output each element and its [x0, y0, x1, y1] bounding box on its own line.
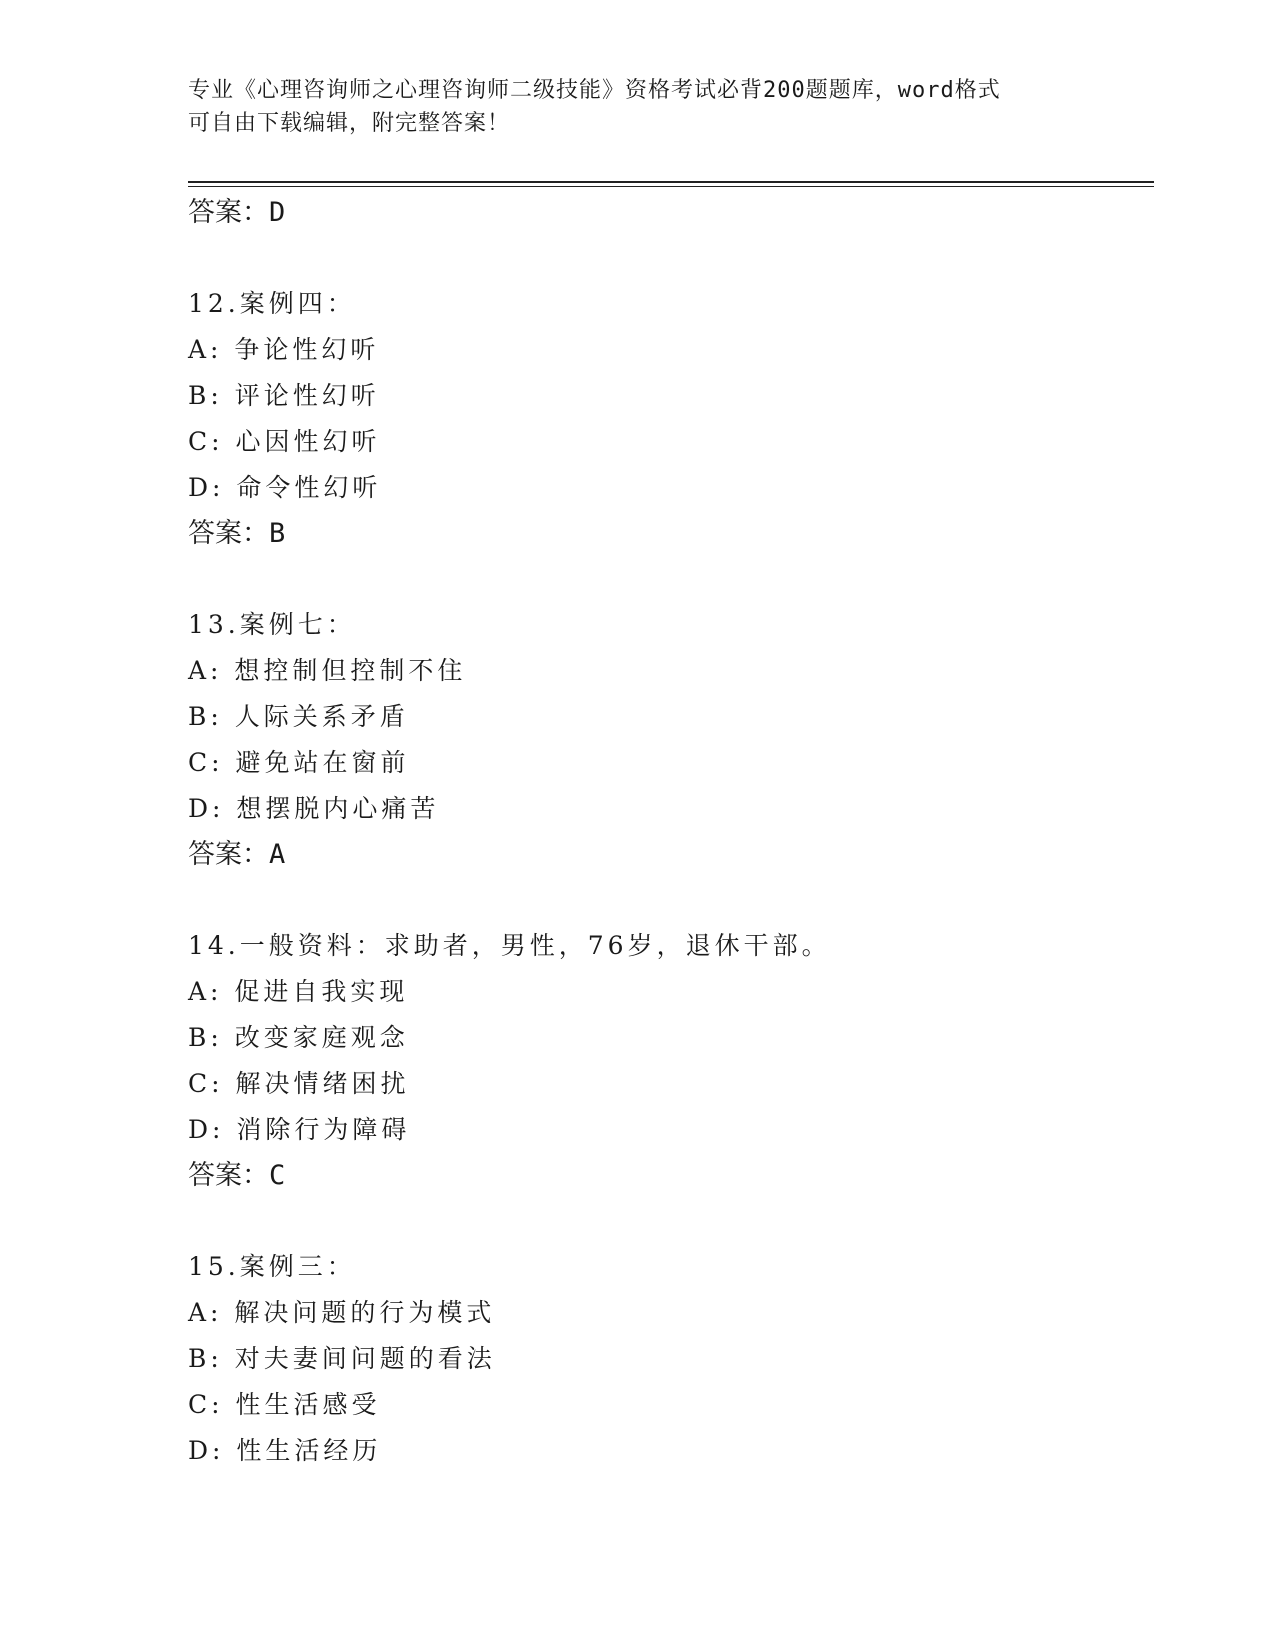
option-d: D: 想摆脱内心痛苦 [188, 794, 440, 823]
option-c: C: 心因性幻听 [188, 427, 381, 456]
question-13 [188, 602, 1154, 878]
option-c: C: 性生活感受 [188, 1390, 381, 1419]
option-b: B: 对夫妻间问题的看法 [188, 1344, 496, 1373]
spacer [188, 557, 1154, 602]
option-d: D: 命令性幻听 [188, 473, 382, 502]
answer: 答案：A [188, 839, 286, 870]
question-15 [188, 1244, 1154, 1474]
answer-previous: 答案：D [188, 197, 286, 228]
question-12 [188, 281, 1154, 557]
question-list [188, 190, 1154, 1474]
spacer [188, 236, 1154, 281]
option-c: C: 避免站在窗前 [188, 748, 410, 777]
option-a: A: 争论性幻听 [188, 335, 380, 364]
option-d: D: 消除行为障碍 [188, 1115, 411, 1144]
spacer [188, 1199, 1154, 1244]
question-stem: 14.一般资料：求助者，男性，76岁，退休干部。 [188, 931, 831, 960]
answer: 答案：C [188, 1160, 286, 1191]
question-stem: 15.案例三： [188, 1252, 356, 1281]
question-stem: 12.案例四： [188, 289, 356, 318]
option-a: A: 解决问题的行为模式 [188, 1298, 496, 1327]
option-a: A: 想控制但控制不住 [188, 656, 467, 685]
option-a: A: 促进自我实现 [188, 977, 409, 1006]
header-divider-thin [188, 186, 1154, 187]
option-b: B: 评论性幻听 [188, 381, 380, 410]
option-c: C: 解决情绪困扰 [188, 1069, 410, 1098]
document-header [188, 74, 1088, 140]
option-b: B: 人际关系矛盾 [188, 702, 409, 731]
answer: 答案：B [188, 518, 286, 549]
option-b: B: 改变家庭观念 [188, 1023, 409, 1052]
question-14 [188, 923, 1154, 1199]
header-line-1: 专业《心理咨询师之心理咨询师二级技能》资格考试必背200题题库，word格式 [188, 78, 1001, 103]
option-d: D: 性生活经历 [188, 1436, 382, 1465]
spacer [188, 878, 1154, 923]
question-stem: 13.案例七： [188, 610, 356, 639]
header-divider-thick [188, 181, 1154, 183]
header-line-2: 可自由下载编辑，附完整答案！ [188, 111, 511, 136]
